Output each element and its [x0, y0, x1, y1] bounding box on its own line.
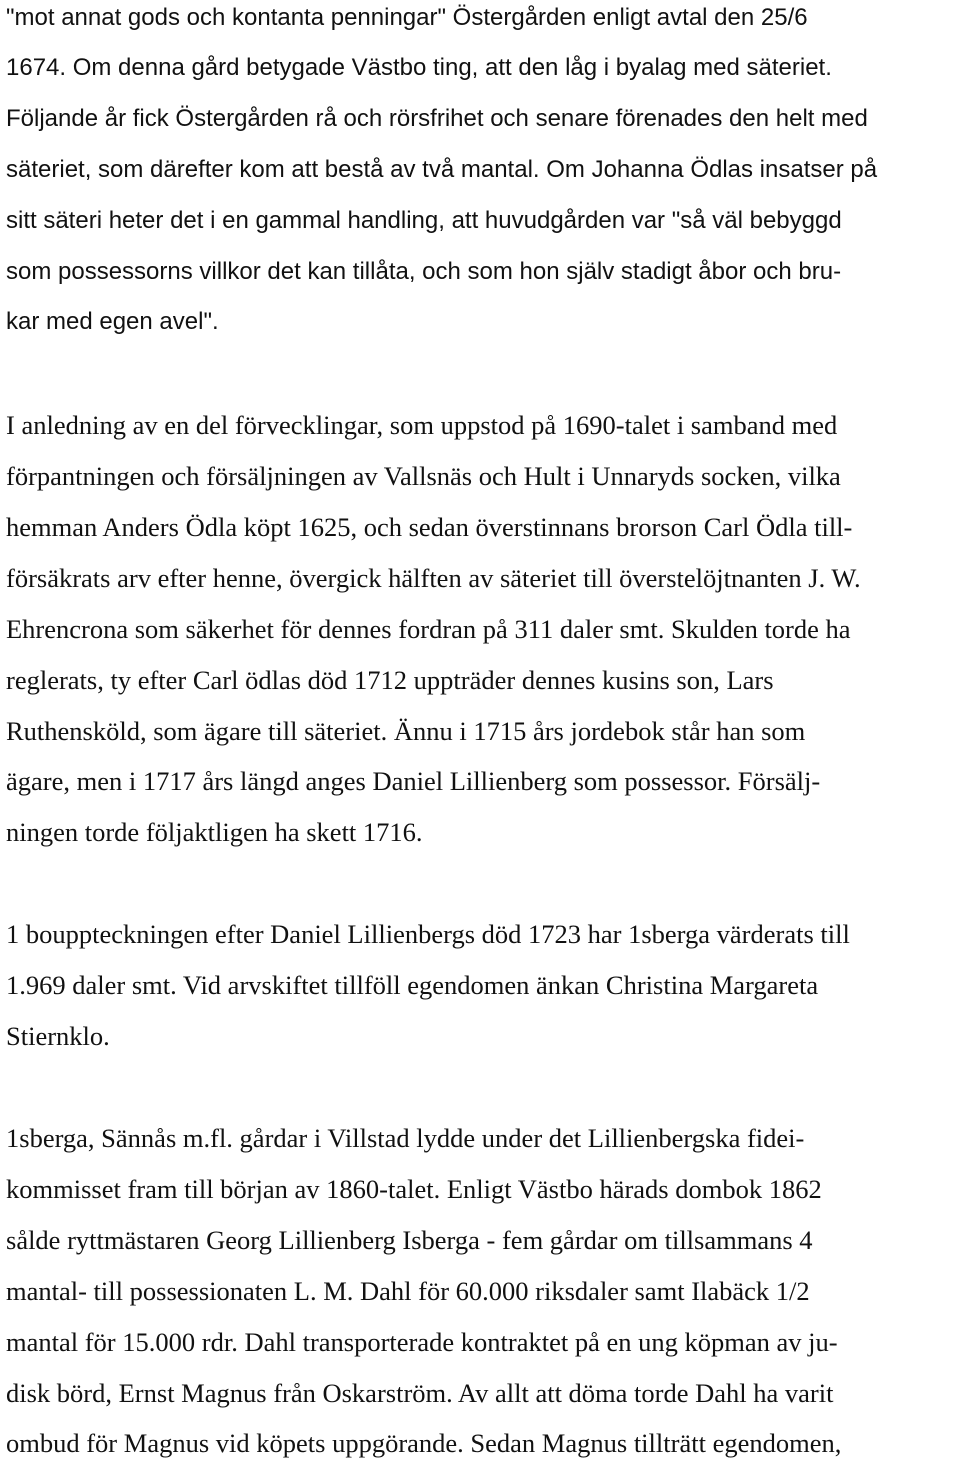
text-line: försäkrats arv efter henne, övergick hälften av säteriet till överstelöjtnanten J. W. — [6, 563, 861, 593]
text-line: disk börd, Ernst Magnus från Oskarström. Av allt att döma torde Dahl ha varit — [6, 1378, 834, 1408]
text-line: hemman Anders Ödla köpt 1625, och sedan överstinnans brorson Carl Ödla till- — [6, 512, 853, 542]
text-line: som possessorns villkor det kan tillåta, och som hon själv stadigt åbor och bru- — [6, 258, 842, 285]
text-line: mantal- till possessionaten L. M. Dahl för 60.000 riksdaler samt Ilabäck 1/2 — [6, 1276, 810, 1306]
text-line: 1.969 daler smt. Vid arvskiftet tillföll egendomen änkan Christina Margareta — [6, 970, 819, 1000]
text-line: ningen torde följaktligen ha skett 1716. — [6, 817, 423, 847]
text-line: Följande år fick Östergården rå och rörsfrihet och senare förenades den helt med — [6, 105, 868, 132]
text-line: "mot annat gods och kontanta penningar" Östergården enligt avtal den 25/6 — [6, 4, 808, 31]
text-line: ägare, men i 1717 års längd anges Daniel Lillienberg som possessor. Försälj- — [6, 766, 821, 796]
text-line: kar med egen avel". — [6, 308, 219, 335]
text-line: Stiernklo. — [6, 1021, 110, 1051]
text-line: förpantningen och försäljningen av Vallsnäs och Hult i Unnaryds socken, vilka — [6, 461, 841, 491]
text-line: 1 bouppteckningen efter Daniel Lillienbergs död 1723 har 1sberga värderats till — [6, 919, 850, 949]
text-line: 1sberga, Sännås m.fl. gårdar i Villstad lydde under det Lillienbergska fidei- — [6, 1123, 805, 1153]
text-line: sitt säteri heter det i en gammal handling, att huvudgården var "så väl bebyggd — [6, 207, 842, 234]
text-line: mantal för 15.000 rdr. Dahl transporterade kontraktet på en ung köpman av ju- — [6, 1327, 838, 1357]
text-line: Ruthensköld, som ägare till säteriet. Ännu i 1715 års jordebok står han som — [6, 716, 806, 746]
text-line: kommisset fram till början av 1860-talet. Enligt Västbo härads dombok 1862 — [6, 1174, 822, 1204]
text-line: reglerats, ty efter Carl ödlas död 1712 uppträder dennes kusins son, Lars — [6, 665, 774, 695]
text-line: ombud för Magnus vid köpets uppgörande. Sedan Magnus tillträtt egendomen, — [6, 1428, 842, 1458]
text-line: I anledning av en del förvecklingar, som uppstod på 1690-talet i samband med — [6, 410, 838, 440]
text-line: Ehrencrona som säkerhet för dennes fordran på 311 daler smt. Skulden torde ha — [6, 614, 851, 644]
text-line: sålde ryttmästaren Georg Lillienberg Isberga - fem gårdar om tillsammans 4 — [6, 1225, 813, 1255]
text-line: säteriet, som därefter kom att bestå av två mantal. Om Johanna Ödlas insatser på — [6, 156, 878, 183]
text-line: 1674. Om denna gård betygade Västbo ting, att den låg i byalag med säteriet. — [6, 54, 832, 81]
